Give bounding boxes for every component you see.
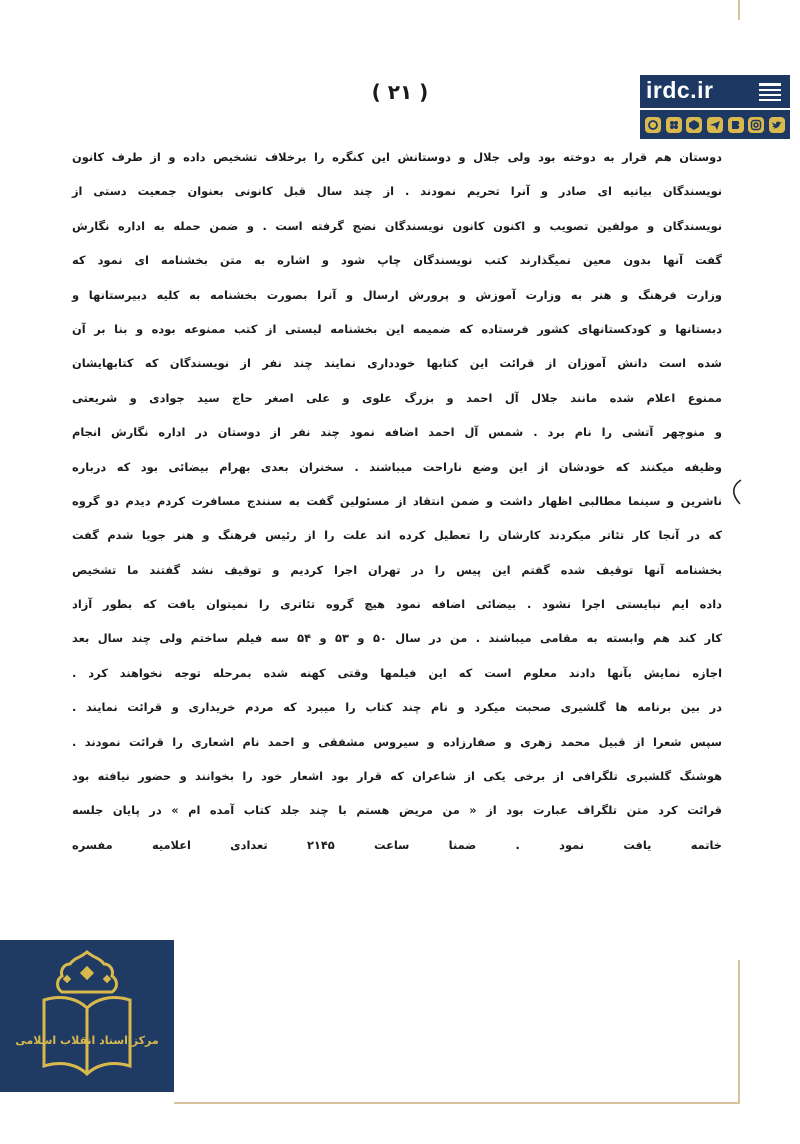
document-line: کار کند هم وابسته به مقامی میباشند . من در سال ۵۰ و ۵۳ و ۵۴ سه فیلم ساختم ولی چند سال بعد [72,631,723,646]
document-line: که در آنجا کار تئاتر میکردند کارشان را تعطیل کرده اند علت را از رئیس فرهنگ و هنر جویا شدم گفت [72,528,722,543]
center-emblem-mini-icon [758,81,782,103]
document-line: شده است دانش آموزان از قرائت این کتابها خودداری نمایند چند نفر از نویسندگان که کتابهایشان [72,356,722,371]
handwritten-margin-mark [728,478,744,506]
document-line: دوستان هم قرار به دوخته بود ولی جلال و دوستانش این کنگره را برخلاف تشخیص داده و از طرف کانون [72,150,722,164]
twitter-icon[interactable] [769,117,785,133]
document-body [72,140,722,862]
document-line: قرائت کرد متن تلگراف عبارت بود از « من مریض هستم با چند جلد کتاب آمده ام » در پایان جلسه [72,803,722,818]
document-line: بخشنامه آنها توقیف شده گفتم این پیس را در تهران اجرا کردیم و توقیف نشد گفتند ما تشخیص [72,562,722,577]
bale-icon[interactable] [728,117,744,133]
page-frame-bottom-border [174,1102,740,1104]
site-domain[interactable]: irdc.ir [646,77,714,103]
document-line: اجازه نمایش بآنها دادند معلوم است که این فیلمها وقتی کهنه شده بمرحله توجه نخواهند کرد . [72,665,722,680]
eitaa-icon[interactable] [645,117,661,133]
document-line: خاتمه یافت نمود . ضمنا ساعت ۲۱۴۵ تعدادی اعلامیه مفسره [72,837,723,852]
irdc-site-badge[interactable] [640,75,790,139]
document-line: در بین برنامه ها گلشیری صحبت میکرد و نام چند کتاب را میبرد که مردم خریداری و قرائت نمایند . [72,700,722,715]
document-line: وزارت فرهنگ و هنر به وزارت آموزش و پرورش ارسال و آنرا بصورت بخشنامه به کلیه دبیرستانها و [72,287,722,302]
archive-logo-block [0,940,174,1092]
badge-top-bar [640,75,790,108]
document-line: گفت آنها بدون معین نمیگذارند کتب نویسندگان چاپ شود و اشاره به متن بخشنامه ای نمود که [72,253,722,268]
document-line: و منوچهر آتشی را نام برد . شمس آل احمد اضافه نمود چند نفر از دوستان در اداره نگارش انجام [72,425,722,440]
document-line: هوشنگ گلشیری تلگرافی از برخی یکی از شاعران که قرار بود اشعار خود را بخوانند و حضور نیافته بود [72,769,722,784]
document-line: دبستانها و کودکستانهای کشور فرستاده که ضمیمه این بخشنامه لیستی از کتب ممنوعه بوده و بنا بر آن [72,321,722,336]
document-line: سپس شعرا از قبیل محمد زهری و صفارزاده و سیروس مشفقی و احمد نام اشعاری را قرائت نمودند . [72,734,722,749]
aparat-icon[interactable] [666,117,682,133]
instagram-icon[interactable] [748,117,764,133]
document-line: ناشرین و سینما مطالبی اظهار داشت و ضمن انتقاد از مسئولین گفت به سنندج مسافرت کردم دیدم دو گروه [72,493,722,508]
telegram-icon[interactable] [707,117,723,133]
revolution-documents-center-logo [15,948,159,1084]
social-icons-bar [640,110,790,139]
rubika-icon[interactable] [686,117,702,133]
document-line: ممنوع اعلام شده مانند جلال آل احمد و بزرگ علوی و علی اصغر حاج سید جوادی و شریعتی [72,390,722,405]
document-line: داده ایم نبایستی اجرا نشود . بیضائی اضافه نمود هیچ گروه تئاتری را نمیتوان یافت که بطور آزاد [72,597,722,612]
document-line: نویسندگان و مولفین تصویب و اکنون کانون نویسندگان نضج گرفته است . و ضمن حمله به اداره نگارش [72,218,722,233]
logo-calligraphy-text: مرکز اسناد انقلاب اسلامی [15,1034,159,1047]
document-line: وظیفه میکنند که خودشان از این وضع ناراحت میباشند . سخنران بعدی بهرام بیضائی بود که درباره [72,459,722,474]
document-line: نویسندگان بیانیه ای صادر و آنرا تحریم نمودند . از چند سال قبل کانونی بعنوان جمعیت دستی از [72,184,722,199]
page-number: ( ٢١ ) [371,80,429,104]
